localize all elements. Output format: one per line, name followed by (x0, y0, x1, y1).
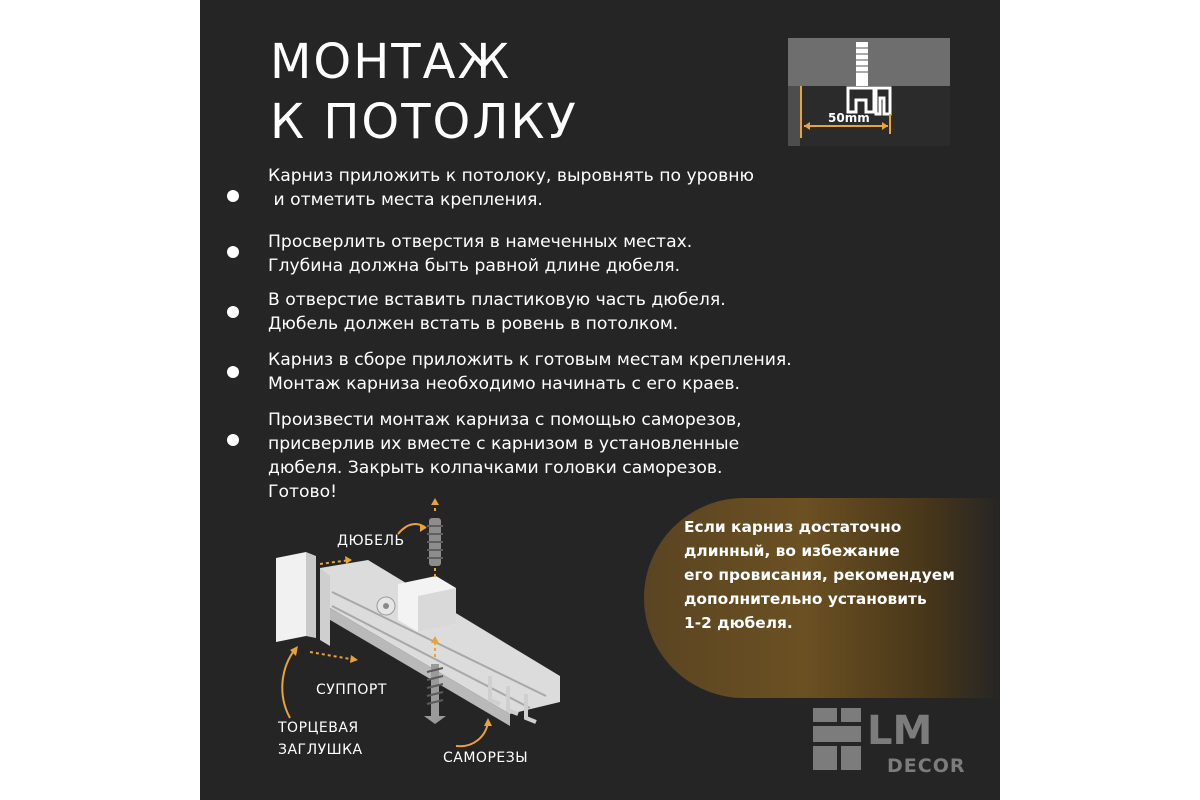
wall-edge-line (800, 86, 802, 138)
screws-label: САМОРЕЗЫ (443, 750, 529, 766)
end-cap-label: ТОРЦЕВАЯ ЗАГЛУШКА (278, 720, 363, 758)
step-text: В отверстие вставить пластиковую часть дюбеля. Дюбель должен встать в ровень в потолком. (268, 290, 726, 334)
end-cap-shape (276, 552, 306, 642)
screw-shape (431, 664, 439, 716)
title-line-2: К ПОТОЛКУ (270, 94, 578, 150)
step-text: Карниз в сборе приложить к готовым местам крепления. Монтаж карниза необходимо начинать с его краев. (268, 350, 792, 394)
bullet-icon (227, 366, 239, 378)
title-line-1: МОНТАЖ (270, 34, 512, 90)
ceiling-mount-schema (788, 38, 950, 146)
ceiling-block (788, 38, 950, 86)
bullet-icon (227, 190, 239, 202)
rail-end (320, 568, 330, 646)
schema-dowel (856, 42, 868, 86)
dowel-label: ДЮБЕЛЬ (337, 533, 405, 549)
step-text: Просверлить отверстия в намеченных местах. Глубина должна быть равной длине дюбеля. (268, 232, 693, 276)
instruction-card (200, 0, 1000, 800)
dimension-label: 50mm (828, 111, 870, 125)
step-text: Карниз приложить к потолоку, выровнять по уровню и отметить места крепления. (268, 166, 754, 210)
lm-decor-logo (813, 708, 983, 778)
logo-mark: LM (867, 708, 933, 754)
bullet-icon (227, 306, 239, 318)
bullet-icon (227, 246, 239, 258)
support-label: СУППОРТ (316, 682, 387, 698)
note-text: Если карниз достаточно длинный, во избежание его провисания, рекомендуем дополнительно установить 1-2 дюбеля. (684, 518, 955, 632)
step-text: Произвести монтаж карниза с помощью саморезов, присверлив их вместе с карнизом в установленные дюбеля. Закрыть колпачками головки саморезов. Готово! (268, 410, 742, 502)
logo-sub: DECOR (887, 755, 966, 777)
bullet-icon (227, 434, 239, 446)
